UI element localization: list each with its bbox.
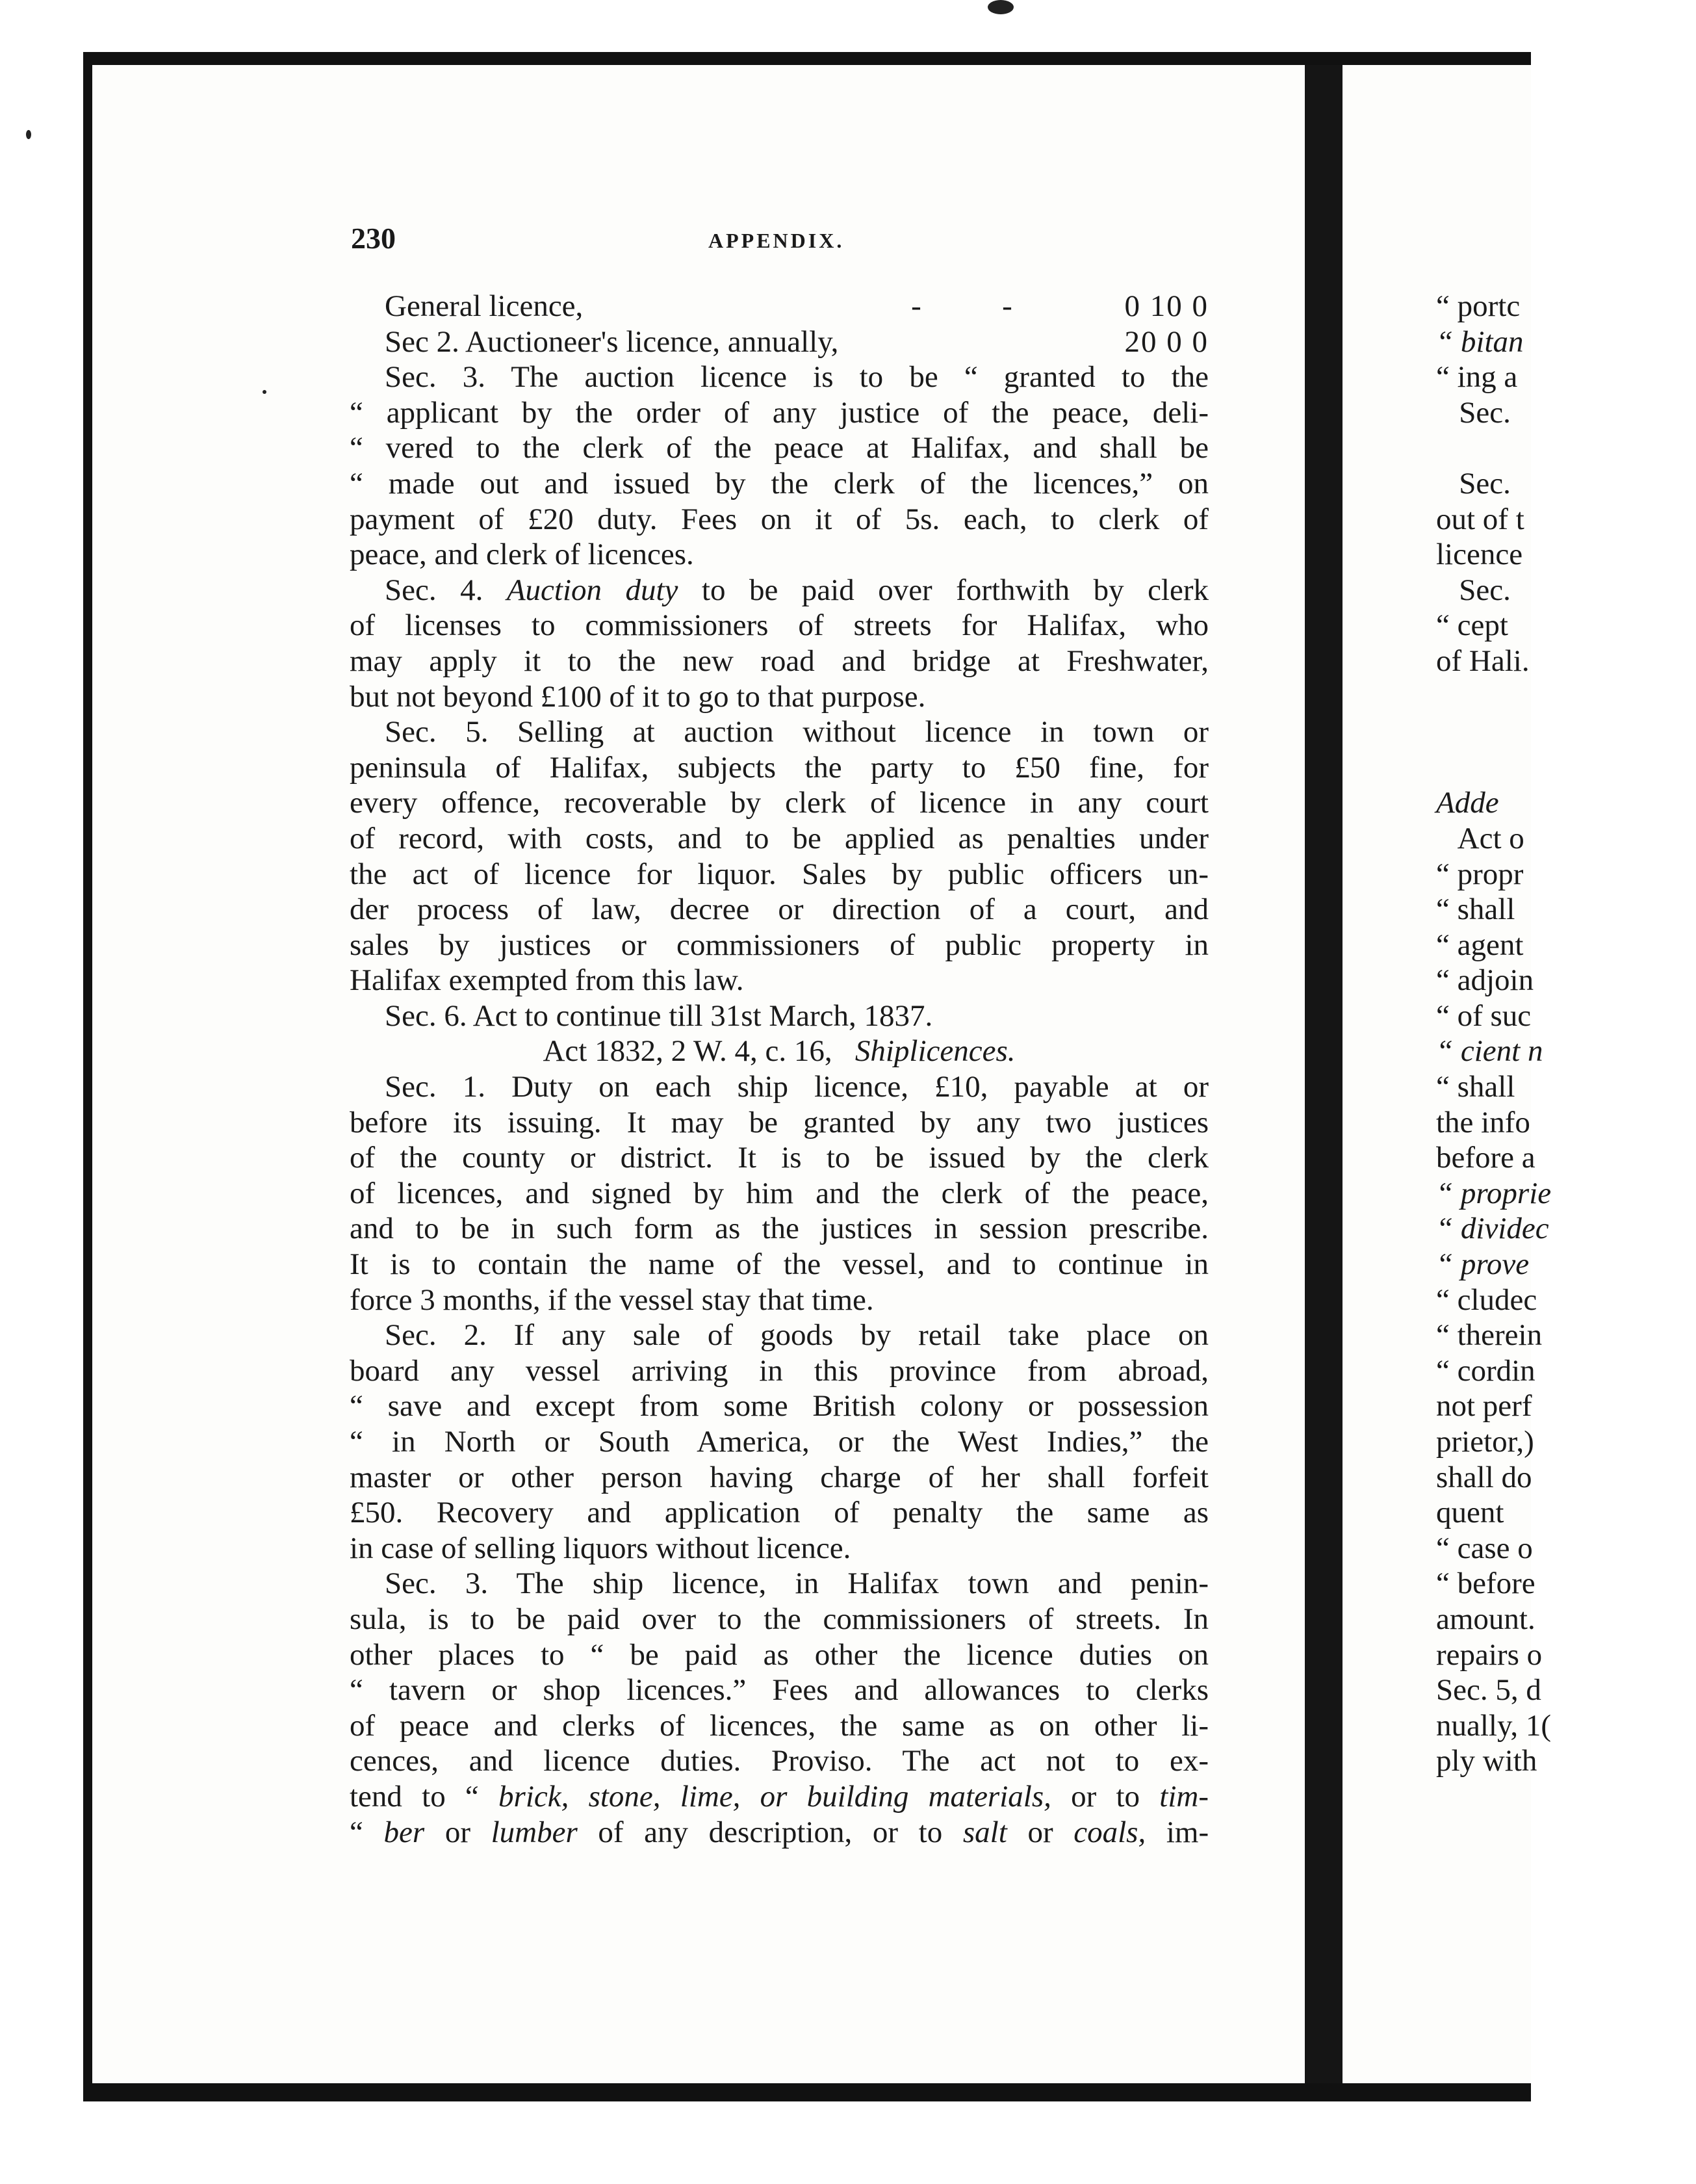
text-line-mixed <box>350 1815 1209 1851</box>
book-gutter <box>1305 65 1343 2083</box>
italic-run: salt <box>962 1815 1007 1849</box>
right-page-line: “ case o <box>1436 1531 1533 1565</box>
text-line: and to be in such form as the justices in session prescribe. <box>350 1212 1209 1246</box>
text-line: the act of licence for liquor. Sales by public officers un- <box>350 857 1209 891</box>
text-line: der process of law, decree or direction of a court, and <box>350 892 1209 927</box>
right-page-text <box>1436 289 1696 1779</box>
sec4-italic: Auction duty <box>506 573 678 607</box>
text-run: “ <box>350 1815 363 1849</box>
right-page-line: the info <box>1436 1105 1530 1139</box>
right-page-line: “ prove <box>1436 1247 1530 1282</box>
right-page-line: before a <box>1436 1141 1535 1175</box>
italic-run: ber <box>383 1815 425 1849</box>
page-number: 230 <box>351 222 396 255</box>
right-page-line: Sec. <box>1436 573 1511 607</box>
right-page-line: “ shall <box>1436 892 1515 927</box>
text-line: £50. Recovery and application of penalty the same as <box>350 1496 1209 1530</box>
text-line: Sec. 5. Selling at auction without licence in town or <box>385 715 1209 749</box>
right-page-line: “ dividec <box>1436 1212 1549 1246</box>
right-page-line: “ before <box>1436 1566 1535 1601</box>
text-line: of licenses to commissioners of streets for Halifax, who <box>350 608 1209 643</box>
text-run: of any description, or to <box>598 1815 943 1849</box>
right-page-line: “ ing a <box>1436 360 1518 395</box>
right-page-line: “ adjoin <box>1436 963 1534 998</box>
text-run: or <box>1027 1815 1053 1849</box>
fee-amount: 0 10 0 <box>1124 289 1209 323</box>
right-page-line: “ proprie <box>1436 1176 1552 1210</box>
text-line: may apply it to the new road and bridge at Freshwater, <box>350 644 1209 678</box>
right-page-line <box>1436 430 1696 466</box>
scan-frame-left <box>83 52 92 2093</box>
text-line: Halifax exempted from this law. <box>350 963 744 998</box>
right-page-line: of Hali. <box>1436 644 1530 678</box>
text-line: other places to “ be paid as other the licence duties on <box>350 1637 1209 1672</box>
text-line: “ made out and issued by the clerk of the licences,” on <box>350 466 1209 500</box>
right-page-line: ply with <box>1436 1744 1537 1778</box>
text-line: Sec. 6. Act to continue till 31st March, 1837. <box>385 998 933 1033</box>
fee-amount: 20 0 0 <box>1124 324 1209 359</box>
right-page-line: out of t <box>1436 502 1524 536</box>
right-page-line: shall do <box>1436 1460 1532 1494</box>
text-line: “ tavern or shop licences.” Fees and allowances to clerks <box>350 1673 1209 1708</box>
text-line: of record, with costs, and to be applied as penalties under <box>350 821 1209 855</box>
act-heading-italic: Shiplicences. <box>854 1034 1016 1069</box>
scan-frame-bottom <box>83 2083 1531 2101</box>
right-page-line: “ cept <box>1436 608 1508 643</box>
text-line: of peace and clerks of licences, the same as on other li- <box>350 1708 1209 1743</box>
text-run: im- <box>1166 1815 1209 1849</box>
left-page-text <box>350 289 1209 1850</box>
text-line: force 3 months, if the vessel stay that time. <box>350 1282 874 1317</box>
right-page-line: repairs o <box>1436 1637 1543 1672</box>
text-line: sula, is to be paid over to the commissioners of streets. In <box>350 1602 1209 1636</box>
text-run: or to <box>1071 1779 1140 1814</box>
scan-frame-top <box>91 52 1531 65</box>
italic-run: coals, <box>1073 1815 1146 1849</box>
sec4-prefix: Sec. 4. <box>385 573 483 607</box>
text-line: master or other person having charge of her shall forfeit <box>350 1460 1209 1494</box>
text-line: but not beyond £100 of it to go to that purpose. <box>350 679 926 714</box>
text-line: board any vessel arriving in this province from abroad, <box>350 1353 1209 1388</box>
right-page-line: Adde <box>1436 786 1499 820</box>
act-heading-text: Act 1832, 2 W. 4, c. 16, <box>543 1034 832 1069</box>
text-line-mixed <box>350 1779 1209 1815</box>
text-line: “ applicant by the order of any justice of the peace, deli- <box>350 395 1209 430</box>
right-page-line <box>1436 714 1696 750</box>
text-line: of licences, and signed by him and the clerk of the peace, <box>350 1176 1209 1210</box>
right-page-line: “ cordin <box>1436 1353 1535 1388</box>
right-page-line: Act o <box>1436 821 1524 855</box>
right-page-line: “ bitan <box>1436 324 1524 359</box>
right-page-line: not perf <box>1436 1389 1532 1424</box>
text-line: peace, and clerk of licences. <box>350 538 694 572</box>
act-heading <box>350 1034 1209 1069</box>
running-head-title: APPENDIX. <box>708 229 845 252</box>
italic-run: tim- <box>1159 1779 1209 1814</box>
text-line: Sec. 2. If any sale of goods by retail take place on <box>385 1318 1209 1353</box>
italic-run: brick, stone, lime, or building materials, <box>498 1779 1051 1814</box>
right-page-line: nually, 1( <box>1436 1708 1552 1743</box>
right-page-line: “ portc <box>1436 289 1521 323</box>
fee-row <box>350 289 1209 324</box>
fee-dash: - <box>1002 289 1012 323</box>
text-line: It is to contain the name of the vessel, and to continue in <box>350 1247 1209 1282</box>
right-page-line <box>1436 679 1696 715</box>
text-line: Sec. 3. The auction licence is to be “ granted to the <box>385 360 1209 395</box>
right-page-line: “ cient n <box>1436 1034 1543 1069</box>
fee-row <box>350 324 1209 360</box>
sec4-rest: to be paid over forthwith by clerk <box>701 573 1209 607</box>
text-line: before its issuing. It may be granted by any two justices <box>350 1105 1209 1139</box>
italic-run: lumber <box>491 1815 578 1849</box>
text-run: or <box>444 1815 470 1849</box>
text-line: cences, and licence duties. Proviso. The act not to ex- <box>350 1744 1209 1778</box>
scan-speck <box>26 130 31 139</box>
right-page-line: “ cludec <box>1436 1282 1537 1317</box>
fee-label: General licence, <box>385 289 584 323</box>
right-page-line: quent <box>1436 1496 1504 1530</box>
right-page-line: Sec. 5, d <box>1436 1673 1541 1708</box>
text-line: peninsula of Halifax, subjects the party to £50 fine, for <box>350 750 1209 785</box>
text-line: “ vered to the clerk of the peace at Halifax, and shall be <box>350 431 1209 465</box>
right-page-line: amount. <box>1436 1602 1535 1636</box>
scan-speck <box>263 390 266 394</box>
text-line: “ in North or South America, or the West Indies,” the <box>350 1425 1209 1459</box>
text-line: in case of selling liquors without licence. <box>350 1531 851 1565</box>
right-page-line: prietor,) <box>1436 1425 1534 1459</box>
text-line: payment of £20 duty. Fees on it of 5s. each, to clerk of <box>350 502 1209 536</box>
text-line: every offence, recoverable by clerk of licence in any court <box>350 786 1209 820</box>
right-page-line: Sec. <box>1436 466 1511 500</box>
fee-label: Sec 2. Auctioneer's licence, annually, <box>385 324 839 359</box>
right-page-line: Sec. <box>1436 395 1511 430</box>
right-page-line: “ agent <box>1436 928 1524 962</box>
right-page-line: “ of suc <box>1436 998 1532 1033</box>
right-page-line: “ shall <box>1436 1070 1515 1104</box>
right-page-line: “ propr <box>1436 857 1524 891</box>
right-page-line: “ therein <box>1436 1318 1543 1353</box>
text-line: Sec. 3. The ship licence, in Halifax town and penin- <box>385 1566 1209 1601</box>
text-run: tend to “ <box>350 1779 479 1814</box>
text-line: sales by justices or commissioners of public property in <box>350 928 1209 962</box>
running-head <box>351 221 1209 260</box>
right-page-line: licence <box>1436 538 1523 572</box>
sec4-first-line <box>350 573 1209 608</box>
fee-dash: - <box>911 289 921 323</box>
text-line: “ save and except from some British colony or possession <box>350 1389 1209 1424</box>
scan-speck <box>988 0 1014 14</box>
text-line: of the county or district. It is to be issued by the clerk <box>350 1141 1209 1175</box>
right-page-line <box>1436 750 1696 786</box>
text-line: Sec. 1. Duty on each ship licence, £10, payable at or <box>385 1070 1209 1104</box>
